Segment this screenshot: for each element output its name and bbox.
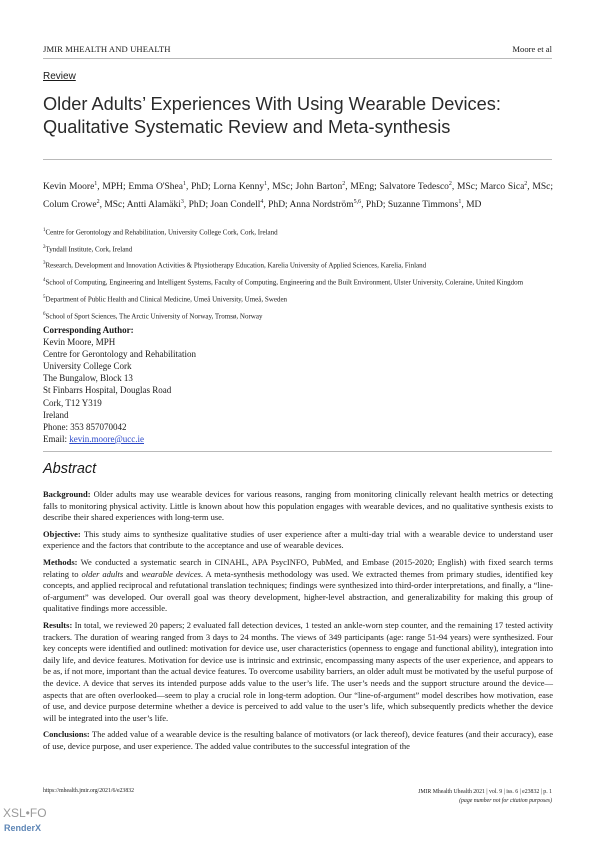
author-name: Joan Condell	[210, 200, 261, 211]
author-degree: , MSc;	[527, 182, 554, 193]
abstract-section	[43, 489, 553, 524]
abstract-text: This study aims to synthesize qualitative studies of user experience after a multi-day trial with a wearable device to understand user experience and the factors that contribute to the acceptance and use of wearable devices.	[43, 528, 553, 551]
footer-citation-block	[418, 788, 552, 806]
article-title: Older Adults’ Experiences With Using Wearable Devices: Qualitative Systematic Review and Meta-synthesis	[43, 94, 501, 137]
author-name: Antti Alamäki	[126, 200, 181, 211]
affiliation	[43, 226, 553, 238]
footer-note: (page number not for citation purposes)	[459, 798, 552, 804]
abstract-text: Older adults may use wearable devices for various reasons, ranging from monitoring clinically relevant health metrics or detecting falls to monitoring physical activity. Little is known about how this population engages with wearable devices, and no qualitative synthesis exists to describe their shared experiences with long-term use.	[43, 489, 553, 523]
abstract-section-label: Methods:	[43, 556, 78, 567]
author-degree: , PhD;	[186, 182, 214, 193]
corr-line: University College Cork	[43, 361, 132, 372]
corr-line: Centre for Gerontology and Rehabilitation	[43, 349, 196, 360]
author-degree: , MEng;	[345, 182, 380, 193]
abstract-section-label: Background:	[43, 489, 91, 499]
author-degree: , MSc;	[99, 200, 127, 211]
corr-line: The Bungalow, Block 13	[43, 373, 133, 384]
abstract-section-label: Conclusions:	[43, 729, 90, 740]
author-name: Salvatore Tedesco	[379, 182, 449, 193]
abstract-section	[43, 557, 553, 615]
footer-url: https://mhealth.jmir.org/2021/6/e23832	[43, 788, 135, 794]
author	[379, 182, 480, 192]
author-affiliation-number: 2	[524, 181, 528, 187]
abstract-text: older adults	[81, 568, 124, 579]
abstract-section-label: Results:	[43, 619, 73, 630]
renderx-watermark: RenderX	[4, 823, 42, 833]
footer-citation: JMIR Mhealth Uhealth 2021 | vol. 9 | iss. 6 | e23832 | p. 1	[418, 789, 552, 795]
abstract-section	[43, 529, 553, 552]
corr-line: Phone: 353 857070042	[43, 421, 127, 432]
affiliation-text: Centre for Gerontology and Rehabilitation, University College Cork, Cork, Ireland	[45, 228, 278, 237]
abstract-text: In total, we reviewed 20 papers; 2 evaluated fall detection devices, 1 tested an ankle-worn step counter, and the remaining 17 tested activity trackers. The duration of wearing ranged from 3 days to 24 months. The views of 349 participants (age: range 51-94 years) were synthesized. Four key concepts were identified and outlined: motivation for device use, user characteristics (openness to engage and functional ability), integration into daily life, and device features. Motivation for device use is intrinsic and extrinsic, encompassing many aspects of the user experience, and appears to be as, if not more, important than the actual device features. To overcome usability barriers, an older adult must be motivated by the useful purpose of the device. A device that serves its intended purpose adds value to the user’s life. The user’s needs and the support structure around the device—aspects that are often overlooked—seem to play a crucial role in long-term adoption. Our “line-of-argument” model describes how motivation, ease of use, and device purpose determine whether a device is perceived to add value to the user’s life, which subsequently predicts whether the device will be integrated into the user’s life.	[43, 619, 554, 723]
author-affiliation-number: 2	[448, 181, 452, 187]
abstract-text: The added value of a wearable device is the resulting balance of motivators (or lack thereof), device features (and their accuracy), ease of use, device purpose, and user experience. The added value contributes to the successful integration of the	[43, 729, 553, 751]
author-degree: , MSc;	[267, 182, 296, 193]
email-label: Email:	[43, 433, 70, 444]
abstract-text: . A meta-synthesis methodology was used. We extracted themes from primary studies, identified key concepts, and applied reciprocal and refutational translation techniques; findings were synthesized into third-order interpretations, and finally, a “line-of-argument” was developed. Our overall goal was theory development, higher-level abstraction, and generalizability for making this group of qualitative findings more accessible.	[43, 568, 553, 614]
corresponding-author-block	[43, 324, 343, 445]
author-degree: , MD	[461, 200, 482, 211]
author	[43, 182, 128, 192]
affiliation-list	[43, 226, 553, 326]
author	[296, 182, 380, 192]
title-rule	[43, 159, 552, 160]
author-degree: , MSc;	[451, 182, 481, 193]
running-header-authors: Moore et al	[512, 44, 552, 54]
author-name: Marco Sica	[480, 182, 525, 193]
abstract-section	[43, 620, 553, 724]
running-header-journal: JMIR MHEALTH AND UHEALTH	[43, 44, 171, 54]
author-affiliation-number: 4	[260, 199, 264, 206]
affiliation-number: 5	[43, 294, 46, 300]
xslfo-watermark: XSL•FO	[3, 806, 47, 820]
author	[480, 182, 553, 192]
author	[211, 200, 290, 210]
affiliation-text: Tyndall Institute, Cork, Ireland	[45, 245, 133, 254]
author-degree: , PhD;	[263, 200, 290, 211]
affiliation	[43, 293, 553, 305]
author-affiliation-number: 1	[458, 199, 462, 206]
corr-line: Kevin Moore, MPH	[43, 337, 116, 348]
abstract-text: wearable devices	[141, 568, 201, 579]
affiliation-number: 2	[43, 244, 46, 250]
article-type-label: Review	[43, 71, 76, 82]
header-rule	[43, 58, 552, 59]
author-affiliation-number: 5,6	[353, 199, 362, 206]
affiliation-number: 1	[43, 228, 46, 233]
author-degree: , PhD;	[361, 200, 388, 211]
abstract-text: We conducted a systematic search in CINAHL, APA PsycINFO, PubMed, and Embase (2015-2020; English) with fixed search terms relating to	[43, 556, 553, 579]
author-affiliation-number: 3	[180, 199, 184, 206]
author-affiliation-number: 2	[342, 181, 346, 187]
abstract-heading: Abstract	[43, 461, 97, 477]
author	[43, 200, 127, 210]
author-affiliation-number: 1	[183, 181, 186, 187]
affiliation	[43, 310, 553, 322]
email-link[interactable]: kevin.moore@ucc.ie	[69, 433, 145, 444]
author-name: Colum Crowe	[43, 200, 97, 211]
author-affiliation-number: 1	[264, 181, 268, 187]
author	[128, 182, 213, 192]
corresponding-heading: Corresponding Author:	[43, 325, 134, 335]
author-name: Suzanne Timmons	[387, 200, 459, 211]
abstract-body	[43, 489, 553, 757]
author-affiliation-number: 1	[94, 181, 98, 187]
author	[127, 200, 211, 210]
author	[388, 200, 482, 210]
abstract-text: and	[123, 568, 142, 579]
affiliation	[43, 276, 553, 288]
author-name: John Barton	[295, 182, 343, 193]
affiliation-number: 3	[43, 261, 46, 267]
affiliation-text: School of Computing, Engineering and Intelligent Systems, Faculty of Computing, Engineering and the Built Environment, Ulster University, Coleraine, United Kingdom	[45, 278, 524, 287]
affiliation-number: 6	[43, 311, 46, 317]
author	[213, 182, 295, 192]
author-degree: , MPH;	[97, 182, 129, 193]
author-degree: , PhD;	[183, 200, 211, 211]
affiliation	[43, 243, 553, 255]
abstract-section-label: Objective:	[43, 528, 81, 539]
author-affiliation-number: 2	[96, 199, 100, 206]
email-line	[43, 433, 343, 445]
affiliation-text: Department of Public Health and Clinical Medicine, Umeå University, Umeå, Sweden	[45, 295, 288, 304]
corr-line: Cork, T12 Y319	[43, 397, 102, 408]
author-list	[43, 177, 553, 213]
author-name: Kevin Moore	[43, 182, 95, 193]
abstract-rule	[43, 451, 552, 452]
corr-line: Ireland	[43, 409, 69, 420]
abstract-section	[43, 729, 553, 752]
corr-line: St Finbarrs Hospital, Douglas Road	[43, 385, 172, 396]
affiliation-text: Research, Development and Innovation Activities & Physiotherapy Education, Karelia University of Applied Sciences, Karelia, Finland	[45, 261, 427, 270]
affiliation-text: School of Sport Sciences, The Arctic University of Norway, Tromsø, Norway	[45, 311, 263, 320]
author-name: Emma O'Shea	[128, 182, 183, 193]
affiliation	[43, 259, 553, 271]
author-name: Lorna Kenny	[213, 182, 265, 193]
affiliation-number: 4	[43, 278, 46, 284]
author-name: Anna Nordström	[289, 200, 354, 211]
author	[290, 200, 388, 210]
